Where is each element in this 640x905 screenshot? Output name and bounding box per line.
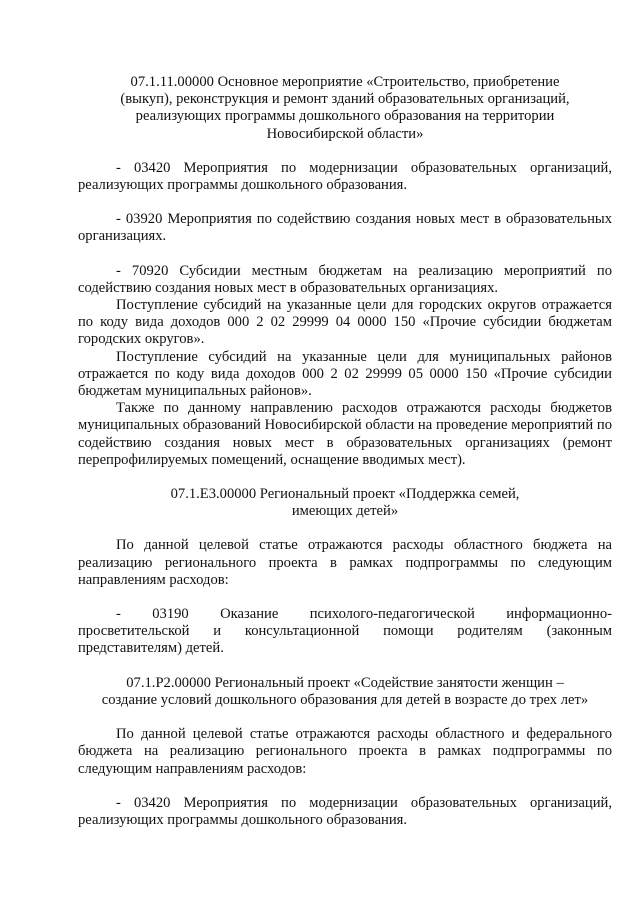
heading-line: 07.1.Р2.00000 Региональный проект «Содействие занятости женщин – — [126, 674, 564, 691]
section-heading-07-1-11 — [78, 74, 612, 143]
heading-line: создание условий дошкольного образования для детей в возрасте до трех лет» — [101, 691, 589, 708]
section2-intro: По данной целевой статье отражаются расходы областного бюджета на реализацию регионального проекта в рамках подпрограммы по следующим направлениям расходов: — [78, 537, 612, 588]
item-03420-p2: - 03420 Мероприятия по модернизации образовательных организаций, реализующих программы дошкольного образования. — [78, 794, 612, 828]
section-heading-07-1-p2 — [78, 675, 612, 709]
item-03190: - 03190 Оказание психолого-педагогической информационно-просветительской и консультационной помощи родителям (законным представителям) детей. — [78, 606, 612, 657]
item-70920: - 70920 Субсидии местным бюджетам на реализацию мероприятий по содействию создания новых мест в образовательных организациях. — [78, 262, 612, 296]
heading-line: 07.1.Е3.00000 Региональный проект «Поддержка семей, — [170, 486, 520, 503]
section3-intro: По данной целевой статье отражаются расходы областного и федерального бюджета на реализацию регионального проекта в рамках подпрограммы по следующим направлениям расходов: — [78, 726, 612, 777]
paragraph-municipal-districts: Поступление субсидий на указанные цели для муниципальных районов отражается по коду вида доходов 000 2 02 29999 05 0000 150 «Прочие субсидии бюджетам муниципальных районов». — [78, 348, 612, 400]
heading-line: имеющих детей» — [291, 503, 399, 520]
heading-line: (выкуп), реконструкция и ремонт зданий образовательных организаций, — [120, 91, 570, 108]
section-heading-07-1-e3 — [78, 486, 612, 520]
item-03420: - 03420 Мероприятия по модернизации образовательных организаций, реализующих программы дошкольного образования. — [78, 159, 612, 194]
heading-line: Новосибирской области» — [266, 125, 424, 142]
heading-line: 07.1.11.00000 Основное мероприятие «Строительство, приобретение — [130, 74, 560, 90]
document-page — [78, 74, 612, 829]
item-03920: - 03920 Мероприятия по содействию создания новых мест в образовательных организациях. — [78, 211, 612, 245]
paragraph-urban-districts: Поступление субсидий на указанные цели для городских округов отражается по коду вида доходов 000 2 02 29999 04 0000 150 «Прочие субсидии бюджетам городских округов». — [78, 297, 612, 348]
heading-line: реализующих программы дошкольного образования на территории — [135, 108, 555, 125]
paragraph-municipal-expenses: Также по данному направлению расходов отражаются расходы бюджетов муниципальных образований Новосибирской области на проведение мероприятий по содействию создания новых мест в образовательных организациях (ремонт перепрофилируемых помещений, оснащение вводимых мест). — [78, 400, 612, 468]
